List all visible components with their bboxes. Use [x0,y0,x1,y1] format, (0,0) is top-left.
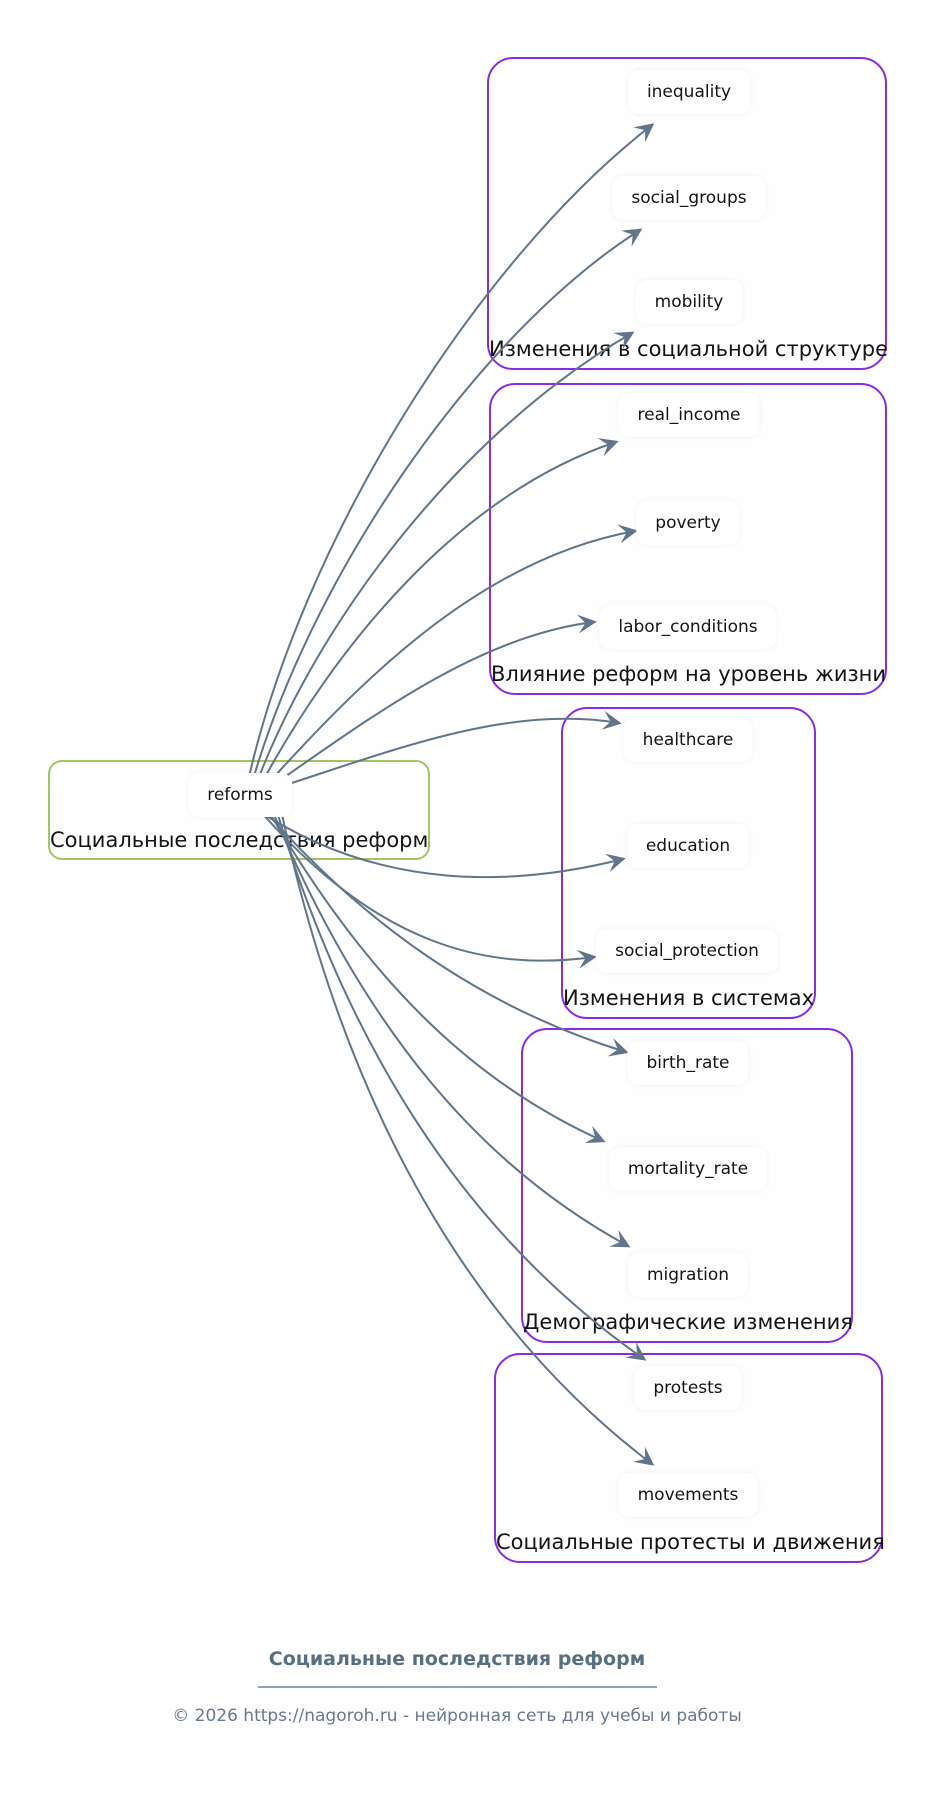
root-cluster-label: Социальные последствия реформ [50,828,429,852]
node-labor-conditions: labor_conditions [599,605,776,649]
cluster-label: Демографические изменения [523,1310,853,1334]
footer-title: Социальные последствия реформ [268,1648,646,1670]
node-social-protection: social_protection [596,929,778,973]
node-healthcare: healthcare [624,718,753,762]
node-education: education [627,824,749,868]
footer-divider [258,1686,657,1688]
cluster-label: Изменения в системах [563,986,815,1010]
node-mobility: mobility [636,280,743,324]
footer [0,1648,914,1726]
footer-copyright: © 2026 https://nagoroh.ru - нейронная сеть для учебы и работы [172,1706,742,1726]
node-reforms: reforms [188,773,292,817]
node-poverty: poverty [636,501,739,545]
node-movements: movements [619,1473,758,1517]
cluster-label: Влияние реформ на уровень жизни [491,662,887,686]
node-social-groups: social_groups [612,176,765,220]
cluster-label: Изменения в социальной структуре [489,337,889,361]
node-protests: protests [634,1366,741,1410]
node-migration: migration [628,1253,748,1297]
node-inequality: inequality [628,70,750,114]
node-mortality-rate: mortality_rate [609,1147,767,1191]
node-birth-rate: birth_rate [628,1041,749,1085]
cluster-label: Социальные протесты и движения [496,1530,885,1554]
node-real-income: real_income [619,393,760,437]
